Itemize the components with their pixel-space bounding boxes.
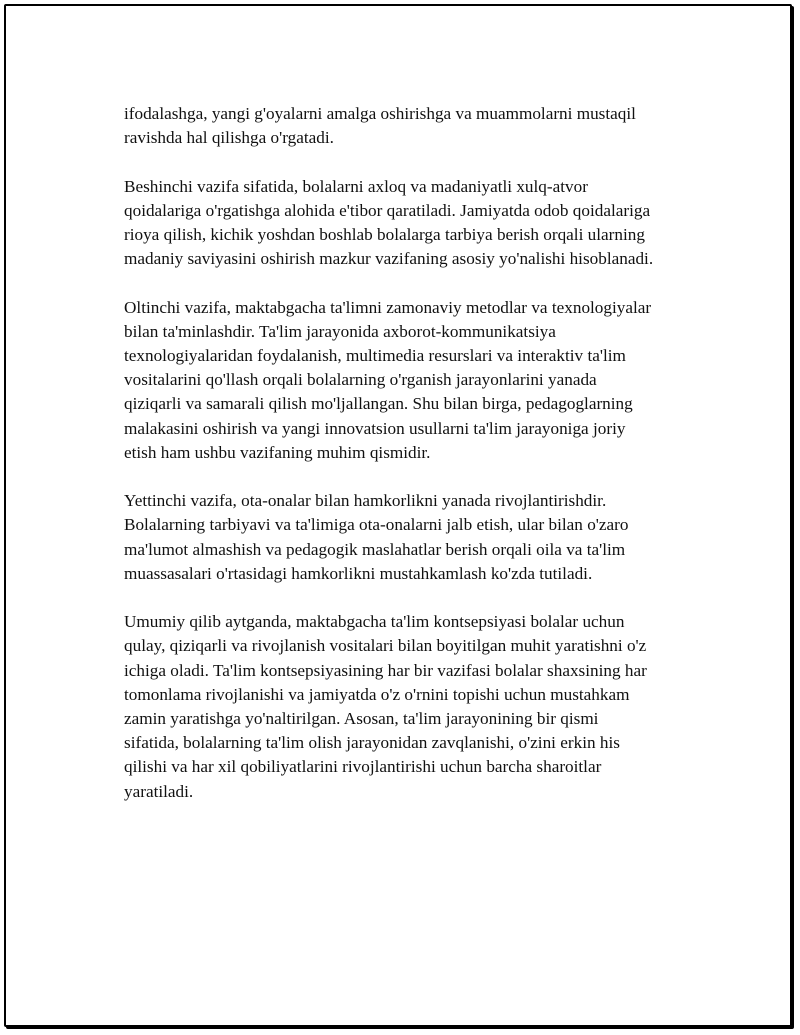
- paragraph-sixth-task: Oltinchi vazifa, maktabgacha ta'limni zamonaviy metodlar va texnologiyalar bilan ta'minlashdir. Ta'lim jarayonida axborot-kommunikatsiya texnologiyalaridan foydalanish, multimedia resurslari va interaktiv ta'lim vositalarini qo'llash orqali bolalarning o'rganish jarayonlarini yanada qiziqarli va samarali qilish mo'ljallangan. Shu bilan birga, pedagoglarning malakasini oshirish va yangi innovatsion usullarni ta'lim jarayoniga joriy etish ham ushbu vazifaning muhim qismidir.: [124, 297, 652, 462]
- document-body: [124, 102, 704, 828]
- paragraph-seventh-task: Yettinchi vazifa, ota-onalar bilan hamkorlikni yanada rivojlantirishdir. Bolalarning tarbiyavi va ta'limiga ota-onalarni jalb etish, ular bilan o'zaro ma'lumot almashish va pedagogik maslahatlar berish orqali oila va ta'lim muassasalari o'rtasidagi hamkorlikni mustahkamlash ko'zda tutiladi.: [124, 491, 629, 583]
- paragraph-conclusion: Umumiy qilib aytganda, maktabgacha ta'lim kontsepsiyasi bolalar uchun qulay, qiziqarli va rivojlanish vositalari bilan boyitilgan muhit yaratishni o'z ichiga oladi. Ta'lim kontsepsiyasining har bir vazifasi bolalar shaxsining har tomonlama rivojlanishi va jamiyatda o'z o'rnini topishi uchun mustahkam zamin yaratishga yo'naltirilgan. Asosan, ta'lim jarayonining bir qismi sifatida, bolalarning ta'lim olish jarayonidan zavqlanishi, o'zini erkin his qilishi va har xil qobiliyatlarini rivojlantirishi uchun barcha sharoitlar yaratiladi.: [124, 612, 647, 801]
- page: [4, 4, 792, 1027]
- paragraph-fifth-task: Beshinchi vazifa sifatida, bolalarni axloq va madaniyatli xulq-atvor qoidalariga o'rgatishga alohida e'tibor qaratiladi. Jamiyatda odob qoidalariga rioya qilish, kichik yoshdan boshlab bolalarga tarbiya berish orqali ularning madaniy saviyasini oshirish mazkur vazifaning asosiy yo'nalishi hisoblanadi.: [124, 176, 654, 269]
- paragraph-continuation: ifodalashga, yangi g'oyalarni amalga oshirishga va muammolarni mustaqil ravishda hal qilishga o'rgatadi.: [124, 104, 636, 148]
